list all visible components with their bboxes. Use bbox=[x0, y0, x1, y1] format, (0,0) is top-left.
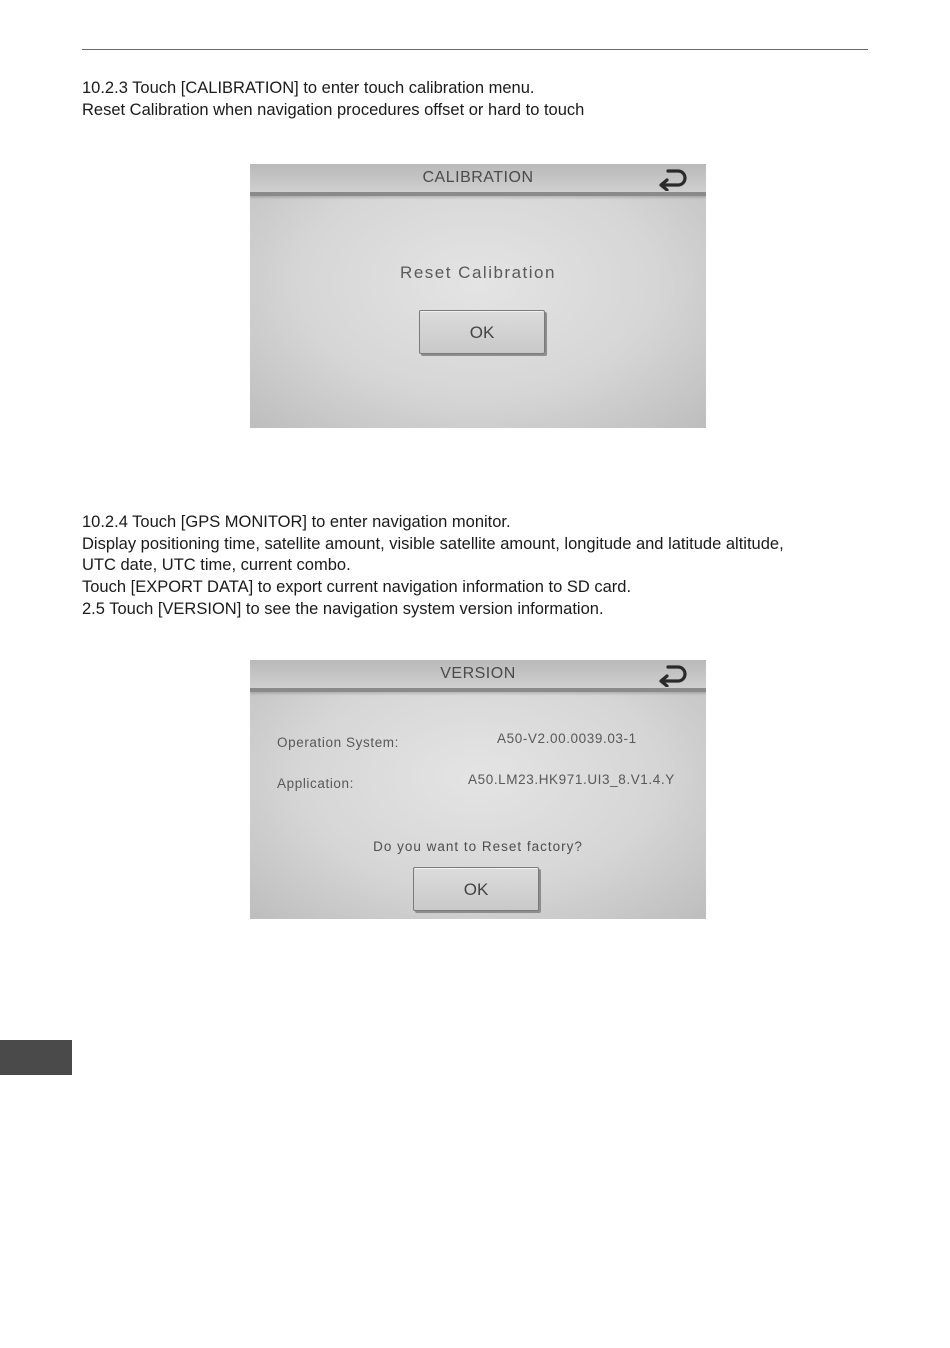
calibration-instructions bbox=[82, 78, 872, 121]
instruction-line: 2.5 Touch [VERSION] to see the navigation system version information. bbox=[82, 599, 604, 618]
ok-button[interactable]: OK bbox=[413, 867, 539, 911]
gps-version-instructions bbox=[82, 512, 872, 621]
instruction-line: 10.2.4 Touch [GPS MONITOR] to enter navigation monitor. bbox=[82, 513, 511, 531]
return-arrow-icon[interactable] bbox=[658, 167, 688, 191]
os-label: Operation System: bbox=[277, 735, 399, 750]
application-version-value: A50.LM23.HK971.UI3_8.V1.4.Y bbox=[468, 772, 675, 787]
ok-button[interactable]: OK bbox=[419, 310, 545, 354]
instruction-line: Reset Calibration when navigation procedures offset or hard to touch bbox=[82, 100, 585, 119]
instruction-line: Display positioning time, satellite amount, visible satellite amount, longitude and latitude altitude, bbox=[82, 534, 784, 553]
page-tab-marker bbox=[0, 1040, 72, 1075]
instruction-line: 10.2.3 Touch [CALIBRATION] to enter touch calibration menu. bbox=[82, 79, 535, 97]
return-arrow-icon[interactable] bbox=[658, 663, 688, 687]
reset-calibration-text: Reset Calibration bbox=[400, 263, 556, 282]
os-version-value: A50-V2.00.0039.03-1 bbox=[497, 731, 637, 746]
screen-title: CALIBRATION bbox=[422, 169, 534, 186]
screen-title: VERSION bbox=[440, 665, 516, 682]
header-rule bbox=[82, 49, 868, 50]
version-screen bbox=[250, 660, 706, 919]
reset-factory-question: Do you want to Reset factory? bbox=[373, 839, 583, 854]
instruction-line: UTC date, UTC time, current combo. bbox=[82, 556, 351, 575]
calibration-screen bbox=[250, 164, 706, 428]
screen-header bbox=[250, 164, 706, 196]
screen-header bbox=[250, 660, 706, 692]
instruction-line: Touch [EXPORT DATA] to export current navigation information to SD card. bbox=[82, 578, 632, 597]
application-label: Application: bbox=[277, 776, 354, 791]
